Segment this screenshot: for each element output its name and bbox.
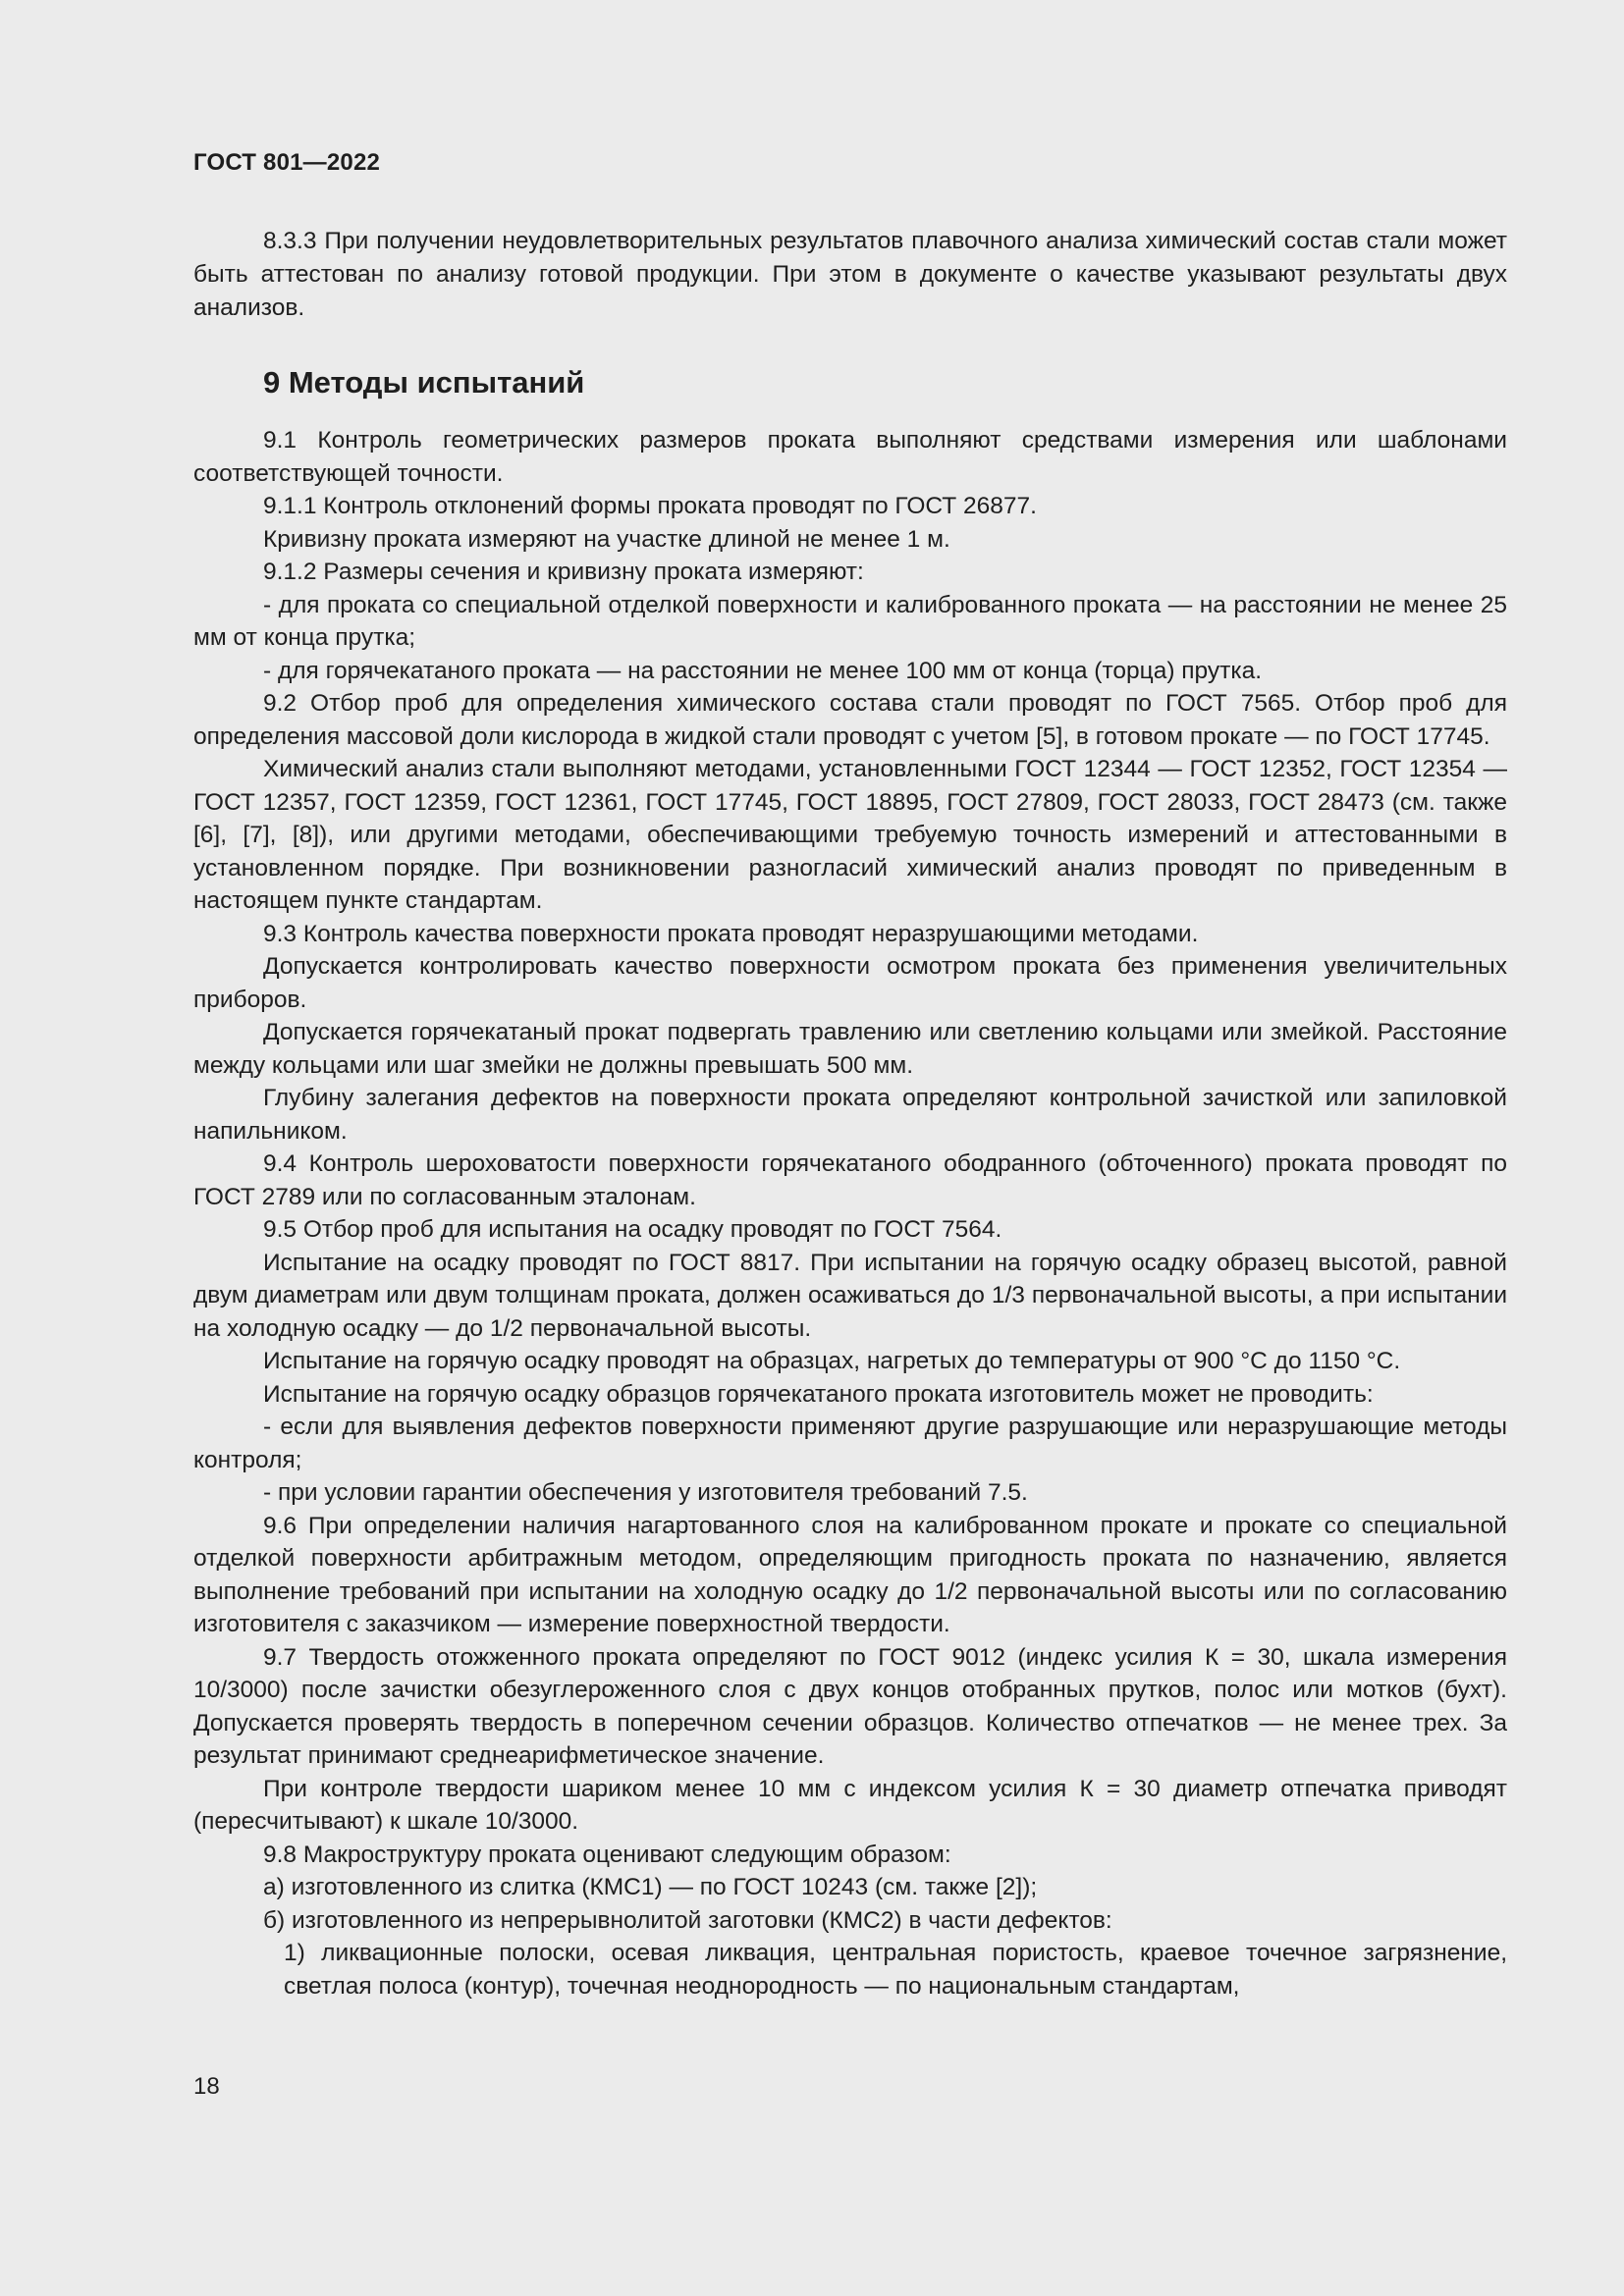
- paragraph-9-2: 9.2 Отбор проб для определения химического состава стали проводят по ГОСТ 7565. Отбор проб для определения массовой доли кислорода в жидкой стали проводят с учетом [5], в готовом прокате — по ГОСТ 17745.: [193, 690, 1507, 750]
- paragraph: Допускается горячекатаный прокат подвергать травлению или светлению кольцами или змейкой. Расстояние между кольцами или шаг змейки не должны превышать 500 мм.: [193, 1019, 1507, 1079]
- list-item: 1) ликвационные полоски, осевая ликвация, центральная пористость, краевое точечное загрязнение, светлая полоса (контур), точечная неоднородность — по национальным стандартам,: [284, 1940, 1507, 2000]
- paragraph-9-5: 9.5 Отбор проб для испытания на осадку проводят по ГОСТ 7564.: [263, 1216, 1002, 1243]
- list-item: - для проката со специальной отделкой поверхности и калиброванного проката — на расстоянии не менее 25 мм от конца прутка;: [193, 591, 1507, 651]
- paragraph-9-4: 9.4 Контроль шероховатости поверхности горячекатаного ободранного (обточенного) проката проводят по ГОСТ 2789 или по согласованным эталонам.: [193, 1150, 1507, 1210]
- list-item: а) изготовленного из слитка (КМС1) — по ГОСТ 10243 (см. также [2]);: [263, 1874, 1038, 1900]
- paragraph: Кривизну проката измеряют на участке длиной не менее 1 м.: [263, 525, 950, 553]
- list-item: - при условии гарантии обеспечения у изготовителя требований 7.5.: [263, 1479, 1028, 1506]
- paragraph: При контроле твердости шариком менее 10 мм с индексом усилия К = 30 диаметр отпечатка приводят (пересчитывают) к шкале 10/3000.: [193, 1775, 1507, 1835]
- paragraph: Глубину залегания дефектов на поверхности проката определяют контрольной зачисткой или запиловкой напильником.: [193, 1085, 1507, 1145]
- section-title: 9 Методы испытаний: [263, 365, 585, 400]
- paragraph: Допускается контролировать качество поверхности осмотром проката без применения увеличительных приборов.: [193, 953, 1507, 1013]
- intro-text-block: [193, 225, 1507, 325]
- paragraph-9-1-2: 9.1.2 Размеры сечения и кривизну проката измеряют:: [263, 559, 864, 585]
- section-body: [193, 424, 1507, 2002]
- list-item: б) изготовленного из непрерывнолитой заготовки (КМС2) в части дефектов:: [263, 1906, 1112, 1934]
- paragraph-9-7: 9.7 Твердость отожженного проката определяют по ГОСТ 9012 (индекс усилия К = 30, шкала измерения 10/3000) после зачистки обезуглероженного слоя с двух концов отобранных прутков, полос или мотков (бухт). Допускается проверять твердость в поперечном сечении образцов. Количество отпечатков — не менее трех. За результат принимают среднеарифметическое значение.: [193, 1643, 1507, 1769]
- list-item: - для горячекатаного проката — на расстоянии не менее 100 мм от конца (торца) прутка.: [263, 657, 1263, 684]
- paragraph-9-1: 9.1 Контроль геометрических размеров проката выполняют средствами измерения или шаблонами соответствующей точности.: [193, 427, 1507, 487]
- paragraph: Испытание на горячую осадку проводят на образцах, нагретых до температуры от 900 °C до 1150 °C.: [263, 1348, 1401, 1374]
- paragraph-8-3-3: 8.3.3 При получении неудовлетворительных результатов плавочного анализа химический состав стали может быть аттестован по анализу готовой продукции. При этом в документе о качестве указывают результаты двух анализов.: [193, 228, 1507, 321]
- paragraph: Химический анализ стали выполняют методами, установленными ГОСТ 12344 — ГОСТ 12352, ГОСТ 12354 — ГОСТ 12357, ГОСТ 12359, ГОСТ 12361, ГОСТ 17745, ГОСТ 18895, ГОСТ 27809, ГОСТ 28033, ГОСТ 28473 (см. также [6], [7], [8]), или другими методами, обеспечивающими требуемую точность измерений и аттестованными в установленном порядке. При возникновении разногласий химический анализ проводят по приведенным в настоящем пункте стандартам.: [193, 756, 1507, 914]
- document-code-header: ГОСТ 801—2022: [193, 149, 381, 176]
- list-item: - если для выявления дефектов поверхности применяют другие разрушающие или неразрушающие методы контроля;: [193, 1414, 1507, 1473]
- page-number: 18: [193, 2073, 220, 2100]
- paragraph-9-6: 9.6 При определении наличия нагартованного слоя на калиброванном прокате и прокате со специальной отделкой поверхности арбитражным методом, определяющим пригодность проката по назначению, является выполнение требований при испытании на холодную осадку до 1/2 первоначальной высоты или по согласованию изготовителя с заказчиком — измерение поверхностной твердости.: [193, 1512, 1507, 1637]
- paragraph-9-1-1: 9.1.1 Контроль отклонений формы проката проводят по ГОСТ 26877.: [263, 493, 1037, 519]
- paragraph-9-3: 9.3 Контроль качества поверхности проката проводят неразрушающими методами.: [263, 920, 1199, 947]
- paragraph: Испытание на осадку проводят по ГОСТ 8817. При испытании на горячую осадку образец высотой, равной двум диаметрам или двум толщинам проката, должен осаживаться до 1/3 первоначальной высоты, а при испытании на холодную осадку — до 1/2 первоначальной высоты.: [193, 1249, 1507, 1342]
- paragraph-9-8: 9.8 Макроструктуру проката оценивают следующим образом:: [263, 1841, 951, 1868]
- paragraph: Испытание на горячую осадку образцов горячекатаного проката изготовитель может не проводить:: [263, 1380, 1374, 1408]
